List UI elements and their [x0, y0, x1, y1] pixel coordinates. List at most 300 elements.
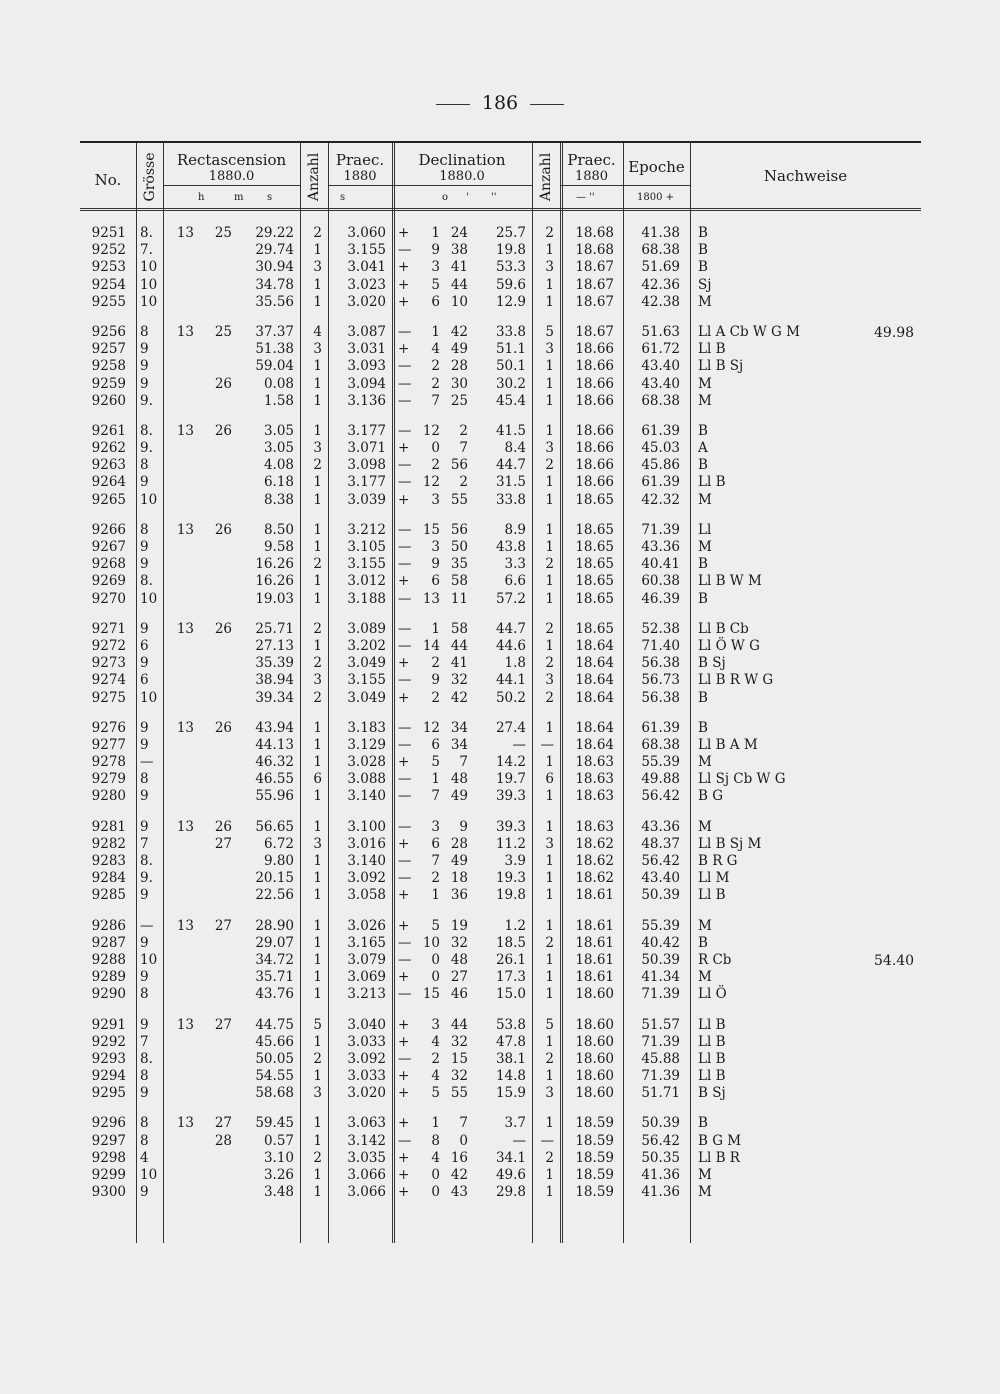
- cell-groesse: 8: [140, 1115, 149, 1132]
- cell-decl-sec: 41.5: [495, 422, 526, 439]
- cell-praec-2: 18.59: [575, 1132, 614, 1149]
- cell-decl-sign: —: [398, 1132, 412, 1149]
- dash-left: [436, 104, 470, 105]
- cell-decl-deg: 6: [431, 293, 440, 310]
- cell-groesse: 9.: [140, 440, 153, 457]
- cell-anzahl-2: 2: [545, 655, 554, 672]
- cell-ra-s: 50.05: [255, 1050, 294, 1067]
- cell-ra-m: 27: [214, 1115, 232, 1132]
- cell-ra-s: 39.34: [255, 689, 294, 706]
- cell-no: 9290: [91, 986, 126, 1003]
- table-row: [80, 1167, 921, 1184]
- cell-anzahl-2: 1: [545, 293, 554, 310]
- cell-nachweise: B: [698, 259, 708, 276]
- cell-decl-sign: +: [398, 835, 410, 852]
- cell-anzahl-2: 2: [545, 934, 554, 951]
- header-rect-title: Rectascension: [176, 151, 287, 169]
- cell-decl-sign: —: [398, 539, 412, 555]
- cell-anzahl-2: 5: [545, 323, 554, 340]
- cell-decl-deg: 7: [431, 788, 440, 805]
- cell-groesse: 6: [140, 637, 149, 654]
- header-anzahl-1: Anzahl: [306, 152, 322, 202]
- cell-decl-deg: 5: [431, 276, 440, 293]
- cell-ra-s: 35.39: [255, 655, 294, 672]
- cell-decl-sign: +: [398, 1184, 410, 1201]
- cell-decl-sign: —: [398, 521, 412, 538]
- cell-groesse: —: [140, 754, 154, 771]
- cell-decl-sec: 18.5: [495, 934, 526, 951]
- cell-praec-1: 3.023: [347, 276, 386, 293]
- cell-decl-deg: 5: [431, 1085, 440, 1102]
- cell-ra-s: 28.90: [255, 917, 294, 934]
- table-row: [80, 242, 921, 259]
- cell-decl-sign: —: [398, 986, 412, 1003]
- cell-groesse: 9: [140, 969, 149, 986]
- table-row: [80, 259, 921, 276]
- table-row: [80, 952, 921, 969]
- cell-ra-m: 27: [214, 835, 232, 852]
- cell-decl-sign: —: [398, 853, 412, 869]
- cell-decl-sec: 44.7: [495, 620, 526, 637]
- cell-groesse: 9: [140, 620, 149, 637]
- cell-decl-min: 58: [450, 573, 468, 590]
- page-number: [0, 92, 1000, 114]
- cell-ra-m: 25: [214, 323, 232, 340]
- cell-praec-1: 3.020: [347, 1085, 386, 1102]
- cell-praec-1: 3.066: [347, 1184, 386, 1201]
- cell-epoche: 43.36: [641, 539, 680, 555]
- cell-ra-m: 28: [214, 1132, 232, 1149]
- cell-praec-1: 3.026: [347, 917, 386, 934]
- cell-decl-min: 32: [450, 672, 468, 689]
- cell-no: 9271: [91, 620, 126, 637]
- cell-ra-m: 26: [214, 818, 232, 835]
- cell-anzahl-2: 3: [545, 1085, 554, 1102]
- cell-decl-deg: 5: [431, 917, 440, 934]
- cell-ra-s: 35.71: [255, 969, 294, 986]
- cell-epoche: 41.36: [641, 1167, 680, 1183]
- cell-no: 9260: [91, 392, 126, 409]
- table-row: [80, 788, 921, 805]
- cell-groesse: 10: [140, 293, 158, 310]
- cell-praec-1: 3.093: [347, 358, 386, 375]
- cell-epoche: 51.63: [641, 323, 680, 340]
- cell-praec-2: 18.68: [575, 225, 614, 241]
- cell-decl-min: 55: [450, 1085, 468, 1102]
- cell-anzahl-1: 2: [313, 1050, 322, 1067]
- cell-anzahl-2: —: [540, 736, 554, 753]
- cell-anzahl-2: 1: [545, 358, 554, 375]
- cell-anzahl-2: 3: [545, 835, 554, 852]
- cell-anzahl-2: 2: [545, 1050, 554, 1067]
- cell-no: 9292: [91, 1033, 126, 1050]
- cell-ra-h: 13: [176, 422, 194, 439]
- cell-no: 9277: [91, 736, 126, 753]
- cell-praec-1: 3.165: [347, 934, 386, 951]
- header-praec1-epoch: 1880: [343, 169, 377, 184]
- cell-ra-s: 8.38: [263, 491, 294, 508]
- table-row: [80, 277, 921, 294]
- cell-decl-deg: 9: [431, 672, 440, 689]
- cell-groesse: 10: [140, 689, 158, 706]
- cell-decl-deg: 2: [431, 1050, 440, 1067]
- cell-decl-deg: 2: [431, 375, 440, 392]
- cell-praec-1: 3.140: [347, 853, 386, 869]
- cell-ra-m: 26: [214, 375, 232, 392]
- cell-decl-sign: +: [398, 276, 410, 293]
- header-rule: [623, 185, 690, 186]
- cell-anzahl-2: 1: [545, 1167, 554, 1183]
- cell-decl-sec: 3.9: [504, 853, 526, 869]
- cell-decl-deg: 12: [422, 719, 440, 736]
- cell-anzahl-1: 1: [313, 754, 322, 771]
- cell-praec-2: 18.60: [575, 986, 614, 1003]
- cell-praec-2: 18.64: [575, 689, 614, 706]
- cell-praec-2: 18.66: [575, 392, 614, 409]
- cell-anzahl-2: 3: [545, 440, 554, 457]
- cell-nachweise: B R G: [698, 853, 738, 869]
- cell-decl-sec: 53.8: [495, 1016, 526, 1033]
- cell-decl-sec: 19.8: [495, 242, 526, 259]
- cell-praec-1: 3.183: [347, 719, 386, 736]
- cell-groesse: 9: [140, 1016, 149, 1033]
- cell-praec-1: 3.177: [347, 422, 386, 439]
- cell-no: 9297: [91, 1132, 126, 1149]
- cell-decl-sec: 11.2: [495, 835, 526, 852]
- header-groesse: Grösse: [142, 152, 158, 202]
- cell-praec-2: 18.67: [575, 276, 614, 293]
- cell-nachweise: M: [698, 491, 712, 508]
- cell-anzahl-1: 3: [313, 672, 322, 689]
- row-group: [80, 621, 921, 707]
- cell-decl-sign: —: [398, 242, 412, 259]
- cell-nachweise: B G: [698, 788, 723, 805]
- cell-no: 9299: [91, 1167, 126, 1183]
- cell-epoche: 71.39: [641, 1068, 680, 1085]
- cell-epoche: 42.38: [641, 293, 680, 310]
- cell-no: 9281: [91, 818, 126, 835]
- cell-ra-m: 27: [214, 917, 232, 934]
- table-row: [80, 358, 921, 375]
- cell-decl-sign: —: [398, 788, 412, 805]
- cell-anzahl-1: 1: [313, 719, 322, 736]
- cell-praec-1: 3.066: [347, 1167, 386, 1183]
- cell-ra-s: 35.56: [255, 293, 294, 310]
- cell-decl-deg: 9: [431, 242, 440, 259]
- cell-epoche: 40.41: [641, 556, 680, 573]
- cell-anzahl-1: 1: [313, 853, 322, 869]
- cell-anzahl-1: 1: [313, 276, 322, 293]
- cell-decl-sec: 49.6: [495, 1167, 526, 1183]
- cell-decl-sec: 12.9: [495, 293, 526, 310]
- cell-no: 9259: [91, 375, 126, 392]
- cell-nachweise: Ll B: [698, 1050, 726, 1067]
- cell-anzahl-2: 1: [545, 392, 554, 409]
- cell-decl-deg: 1: [431, 323, 440, 340]
- cell-praec-2: 18.65: [575, 590, 614, 607]
- cell-decl-deg: 9: [431, 556, 440, 573]
- cell-decl-sec: 34.1: [495, 1149, 526, 1166]
- cell-decl-deg: 0: [431, 1167, 440, 1183]
- cell-praec-1: 3.041: [347, 259, 386, 276]
- cell-decl-min: 49: [450, 788, 468, 805]
- cell-ra-m: 25: [214, 225, 232, 241]
- cell-praec-1: 3.028: [347, 754, 386, 771]
- cell-praec-2: 18.67: [575, 323, 614, 340]
- cell-anzahl-1: 1: [313, 242, 322, 259]
- cell-decl-min: 30: [450, 375, 468, 392]
- cell-decl-min: 48: [450, 951, 468, 968]
- cell-anzahl-1: 2: [313, 1149, 322, 1166]
- cell-ra-h: 13: [176, 818, 194, 835]
- cell-groesse: 8: [140, 986, 149, 1003]
- cell-ra-s: 20.15: [255, 870, 294, 887]
- cell-anzahl-2: 1: [545, 1033, 554, 1050]
- cell-ra-s: 16.26: [255, 573, 294, 590]
- table-row: [80, 1068, 921, 1085]
- cell-epoche: 42.32: [641, 491, 680, 508]
- table-row: [80, 341, 921, 358]
- cell-praec-2: 18.65: [575, 620, 614, 637]
- cell-epoche: 68.38: [641, 392, 680, 409]
- cell-anzahl-2: 1: [545, 818, 554, 835]
- table-row: [80, 754, 921, 771]
- cell-no: 9294: [91, 1068, 126, 1085]
- cell-praec-2: 18.63: [575, 771, 614, 788]
- cell-epoche: 71.39: [641, 1033, 680, 1050]
- cell-anzahl-1: 5: [313, 1016, 322, 1033]
- cell-nachweise: M: [698, 539, 712, 555]
- cell-ra-h: 13: [176, 225, 194, 241]
- cell-decl-sec: 19.7: [495, 771, 526, 788]
- table-row: [80, 690, 921, 707]
- cell-epoche: 41.34: [641, 969, 680, 986]
- cell-anzahl-2: 1: [545, 539, 554, 555]
- cell-praec-1: 3.031: [347, 341, 386, 358]
- cell-praec-2: 18.64: [575, 719, 614, 736]
- cell-decl-min: 55: [450, 491, 468, 508]
- cell-nachweise: Ll M: [698, 870, 730, 887]
- cell-decl-deg: 3: [431, 259, 440, 276]
- cell-ra-m: 26: [214, 719, 232, 736]
- cell-no: 9283: [91, 853, 126, 869]
- cell-praec-1: 3.105: [347, 539, 386, 555]
- cell-groesse: 8.: [140, 225, 153, 241]
- row-group: [80, 819, 921, 905]
- cell-praec-1: 3.088: [347, 771, 386, 788]
- cell-anzahl-1: 1: [313, 951, 322, 968]
- header-decl-unit-deg: o: [442, 192, 449, 203]
- cell-decl-sign: —: [398, 672, 412, 689]
- cell-groesse: 9: [140, 736, 149, 753]
- cell-decl-sec: 15.9: [495, 1085, 526, 1102]
- cell-anzahl-1: 1: [313, 917, 322, 934]
- table-row: [80, 771, 921, 788]
- cell-ra-m: 27: [214, 1016, 232, 1033]
- cell-no: 9288: [91, 951, 126, 968]
- cell-groesse: 10: [140, 951, 158, 968]
- cell-decl-sign: +: [398, 1085, 410, 1102]
- cell-nachweise: M: [698, 1167, 712, 1183]
- cell-decl-sec: 57.2: [495, 590, 526, 607]
- cell-praec-1: 3.212: [347, 521, 386, 538]
- cell-anzahl-2: 1: [545, 637, 554, 654]
- cell-groesse: 9: [140, 887, 149, 904]
- cell-decl-min: 28: [450, 835, 468, 852]
- cell-decl-min: 16: [450, 1149, 468, 1166]
- cell-praec-2: 18.62: [575, 835, 614, 852]
- cell-decl-sign: +: [398, 1115, 410, 1132]
- cell-groesse: 8.: [140, 1050, 153, 1067]
- cell-ra-h: 13: [176, 521, 194, 538]
- cell-anzahl-1: 2: [313, 620, 322, 637]
- cell-anzahl-1: 3: [313, 440, 322, 457]
- cell-groesse: 9: [140, 655, 149, 672]
- cell-decl-sec: 6.6: [504, 573, 526, 590]
- cell-epoche: 55.39: [641, 917, 680, 934]
- cell-epoche: 68.38: [641, 736, 680, 753]
- cell-epoche: 52.38: [641, 620, 680, 637]
- cell-praec-1: 3.087: [347, 323, 386, 340]
- cell-no: 9265: [91, 491, 126, 508]
- cell-epoche: 56.73: [641, 672, 680, 689]
- cell-groesse: 9: [140, 358, 149, 375]
- cell-ra-s: 59.04: [255, 358, 294, 375]
- cell-no: 9280: [91, 788, 126, 805]
- cell-decl-deg: 4: [431, 341, 440, 358]
- cell-no: 9252: [91, 242, 126, 259]
- cell-decl-min: 7: [459, 440, 468, 457]
- cell-decl-sign: —: [398, 590, 412, 607]
- cell-praec-1: 3.039: [347, 491, 386, 508]
- cell-epoche: 68.38: [641, 242, 680, 259]
- row-group: [80, 918, 921, 1004]
- cell-ra-s: 34.72: [255, 951, 294, 968]
- cell-decl-min: 7: [459, 754, 468, 771]
- table-row: [80, 1085, 921, 1102]
- cell-decl-deg: 1: [431, 225, 440, 241]
- cell-decl-sec: 50.1: [495, 358, 526, 375]
- header-praec2-title: Praec.: [567, 151, 616, 169]
- cell-praec-1: 3.098: [347, 457, 386, 474]
- cell-no: 9286: [91, 917, 126, 934]
- cell-nachweise: A: [698, 440, 708, 457]
- cell-decl-sign: —: [398, 358, 412, 375]
- cell-nachweise: M: [698, 375, 712, 392]
- cell-no: 9287: [91, 934, 126, 951]
- cell-no: 9269: [91, 573, 126, 590]
- cell-anzahl-1: 1: [313, 521, 322, 538]
- cell-decl-deg: 3: [431, 491, 440, 508]
- table-row: [80, 720, 921, 737]
- cell-nachweise: Ll B Sj: [698, 358, 744, 375]
- cell-decl-deg: 2: [431, 655, 440, 672]
- cell-praec-1: 3.142: [347, 1132, 386, 1149]
- cell-anzahl-1: 1: [313, 539, 322, 555]
- cell-decl-sec: 45.4: [495, 392, 526, 409]
- cell-praec-2: 18.61: [575, 934, 614, 951]
- cell-ra-s: 3.05: [263, 440, 294, 457]
- cell-decl-sec: 39.3: [495, 818, 526, 835]
- cell-decl-sec: 27.4: [495, 719, 526, 736]
- cell-decl-min: 42: [450, 1167, 468, 1183]
- cell-praec-2: 18.67: [575, 259, 614, 276]
- cell-groesse: 8: [140, 323, 149, 340]
- cell-anzahl-2: 2: [545, 457, 554, 474]
- cell-ra-s: 1.58: [263, 392, 294, 409]
- header-praec2-unit: — '': [576, 192, 595, 203]
- cell-decl-deg: 1: [431, 1115, 440, 1132]
- cell-groesse: 8: [140, 1132, 149, 1149]
- cell-decl-min: 9: [459, 818, 468, 835]
- cell-groesse: 8: [140, 771, 149, 788]
- cell-anzahl-1: 2: [313, 556, 322, 573]
- cell-praec-1: 3.079: [347, 951, 386, 968]
- cell-nachweise: Ll B: [698, 887, 726, 904]
- cell-ra-s: 29.22: [255, 225, 294, 241]
- cell-nachweise: B: [698, 1115, 708, 1132]
- table-row: [80, 1115, 921, 1132]
- cell-praec-2: 18.61: [575, 917, 614, 934]
- table-row: [80, 638, 921, 655]
- cell-anzahl-1: 1: [313, 736, 322, 753]
- table-row: [80, 294, 921, 311]
- cell-epoche: 50.39: [641, 887, 680, 904]
- cell-praec-1: 3.033: [347, 1068, 386, 1085]
- cell-groesse: 9: [140, 539, 149, 555]
- cell-decl-sec: 50.2: [495, 689, 526, 706]
- cell-epoche: 51.71: [641, 1085, 680, 1102]
- cell-anzahl-2: 1: [545, 375, 554, 392]
- cell-praec-2: 18.66: [575, 422, 614, 439]
- cell-nachweise: Ll B Sj M: [698, 835, 762, 852]
- cell-praec-1: 3.213: [347, 986, 386, 1003]
- cell-decl-sec: 33.8: [495, 323, 526, 340]
- cell-anzahl-1: 2: [313, 225, 322, 241]
- cell-anzahl-1: 1: [313, 590, 322, 607]
- cell-praec-1: 3.136: [347, 392, 386, 409]
- cell-decl-min: 25: [450, 392, 468, 409]
- cell-decl-sign: +: [398, 225, 410, 241]
- cell-decl-sec: 47.8: [495, 1033, 526, 1050]
- cell-no: 9279: [91, 771, 126, 788]
- table-row: [80, 836, 921, 853]
- cell-decl-deg: 0: [431, 951, 440, 968]
- cell-praec-2: 18.66: [575, 457, 614, 474]
- cell-decl-sign: +: [398, 440, 410, 457]
- cell-decl-min: 27: [450, 969, 468, 986]
- table-row: [80, 935, 921, 952]
- cell-no: 9300: [91, 1184, 126, 1201]
- cell-decl-sec: 8.9: [504, 521, 526, 538]
- cell-anzahl-1: 3: [313, 259, 322, 276]
- cell-ra-s: 43.94: [255, 719, 294, 736]
- cell-decl-deg: 13: [422, 590, 440, 607]
- cell-epoche: 56.42: [641, 788, 680, 805]
- cell-decl-sign: +: [398, 1033, 410, 1050]
- table-row: [80, 591, 921, 608]
- cell-nachweise: M: [698, 392, 712, 409]
- cell-ra-s: 0.57: [263, 1132, 294, 1149]
- cell-nachweise: Ll B: [698, 1016, 726, 1033]
- cell-ra-s: 3.10: [263, 1149, 294, 1166]
- cell-praec-1: 3.049: [347, 689, 386, 706]
- cell-nachweise: R Cb: [698, 951, 732, 968]
- cell-ra-s: 51.38: [255, 341, 294, 358]
- cell-praec-2: 18.60: [575, 1068, 614, 1085]
- cell-decl-sign: —: [398, 818, 412, 835]
- cell-anzahl-1: 1: [313, 637, 322, 654]
